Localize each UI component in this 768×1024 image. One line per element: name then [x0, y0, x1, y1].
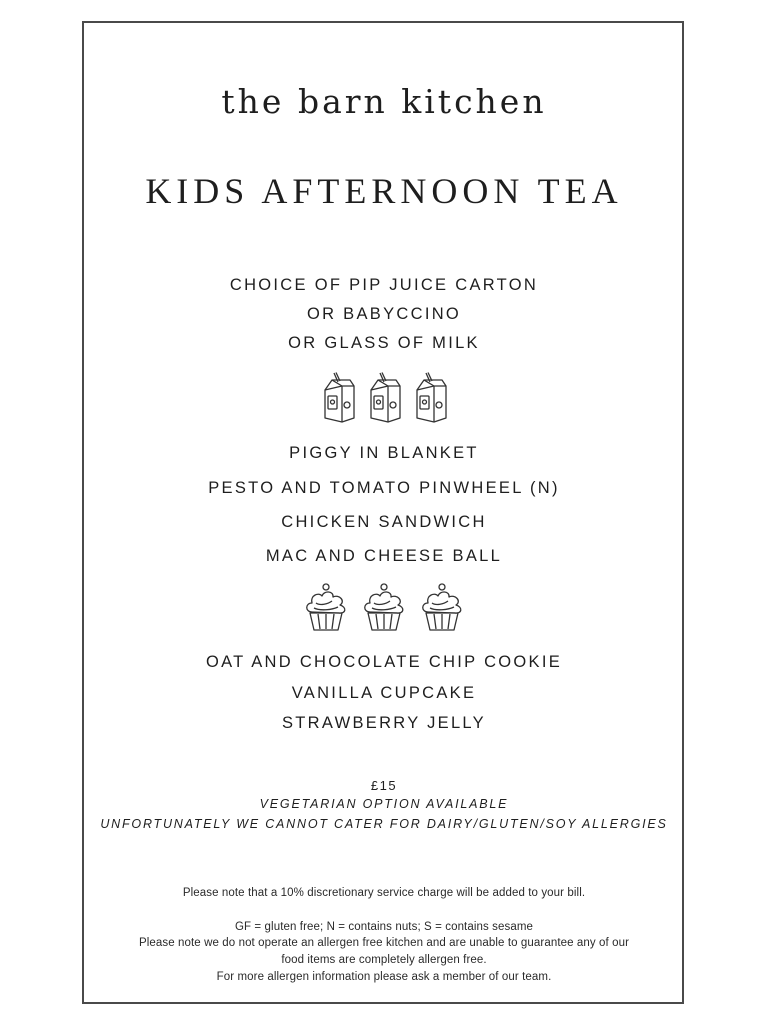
cupcake-icon	[360, 582, 408, 632]
allergen-key: GF = gluten free; N = contains nuts; S = contains sesame	[234, 921, 534, 933]
juice-carton-icons	[0, 372, 768, 422]
juice-carton-icon	[412, 372, 448, 424]
restaurant-name: the barn kitchen	[221, 82, 547, 121]
cupcake-icon	[302, 582, 350, 632]
price: £15	[370, 778, 398, 793]
sweet-item: OAT AND CHOCOLATE CHIP COOKIE	[205, 653, 563, 671]
savoury-item: MAC AND CHEESE BALL	[265, 547, 503, 565]
allergen-disclaimer: Please note we do not operate an allergen free kitchen and are unable to guarantee any of our	[138, 937, 630, 949]
allergen-info-note: For more allergen information please ask a member of our team.	[216, 971, 552, 983]
juice-carton-icon	[320, 372, 356, 424]
menu-title: KIDS AFTERNOON TEA	[145, 171, 623, 211]
savoury-item: PIGGY IN BLANKET	[289, 444, 479, 462]
savoury-item: CHICKEN SANDWICH	[281, 513, 487, 531]
juice-carton-icon	[366, 372, 402, 424]
cupcake-icon	[418, 582, 466, 632]
drink-option: OR GLASS OF MILK	[288, 334, 480, 352]
drink-option: OR BABYCCINO	[306, 305, 462, 323]
allergy-note: UNFORTUNATELY WE CANNOT CATER FOR DAIRY/GLUTEN/SOY ALLERGIES	[100, 817, 668, 831]
sweet-item: STRAWBERRY JELLY	[282, 714, 486, 732]
drink-option: CHOICE OF PIP JUICE CARTON	[229, 276, 539, 294]
vegetarian-note: VEGETARIAN OPTION AVAILABLE	[259, 797, 509, 811]
cupcake-icons	[0, 582, 768, 632]
service-charge-note: Please note that a 10% discretionary service charge will be added to your bill.	[182, 887, 586, 899]
allergen-disclaimer-cont: food items are completely allergen free.	[281, 954, 487, 966]
savoury-item: PESTO AND TOMATO PINWHEEL (N)	[208, 479, 560, 497]
sweet-item: VANILLA CUPCAKE	[291, 684, 477, 702]
